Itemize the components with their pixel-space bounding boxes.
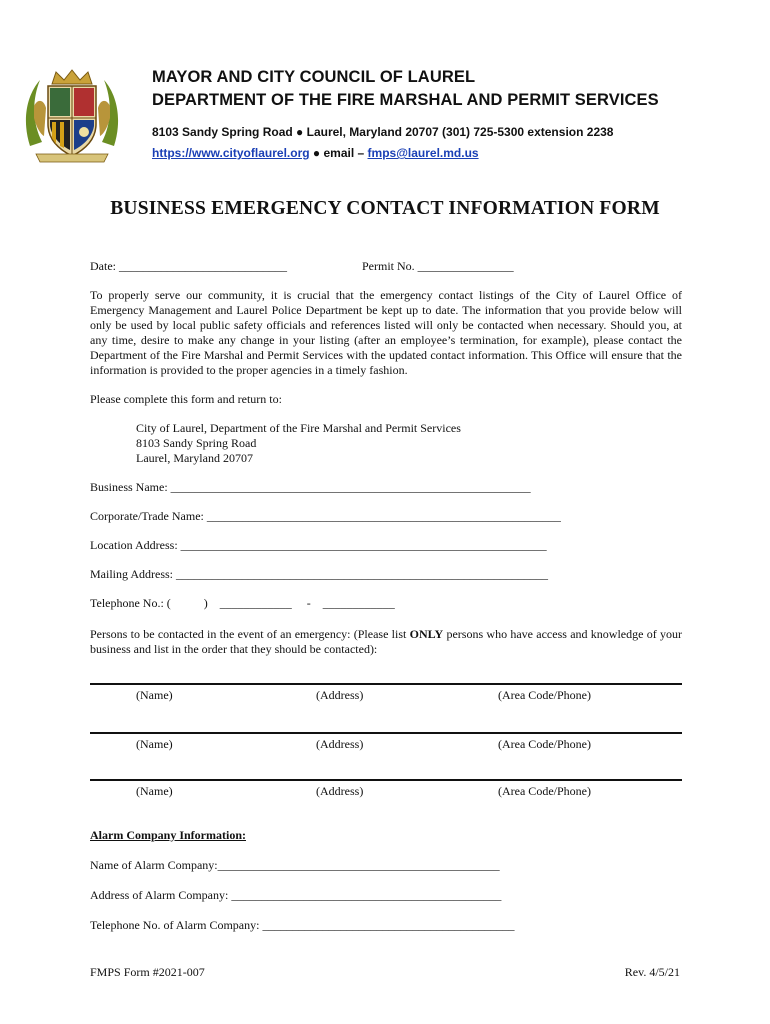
form-title: BUSINESS EMERGENCY CONTACT INFORMATION FORM <box>110 198 660 219</box>
revision-date: Rev. 4/5/21 <box>624 965 680 979</box>
contact-3-line[interactable] <box>90 779 682 781</box>
city-seal-logo <box>22 66 122 164</box>
website-link[interactable]: https://www.cityoflaurel.org <box>152 146 310 160</box>
mailing-address-field[interactable]: Mailing Address: ______________________________________________________________ <box>90 567 548 581</box>
date-field[interactable]: Date: ____________________________ <box>90 259 287 273</box>
intro-paragraph: To properly serve our community, it is crucial that the emergency contact listings of the City of Laurel Office of Emergency Management and Laurel Police Department be kept up to date. The information that you provide below will only be used by local public safety officials and references listed will only be contacted when necessary. Should you, at any time, desire to make any change in your listing (after an employee’s termination, for example), please contact the Department of the Fire Marshal and Permit Services with the updated contact information. This Office will ensure that the information is provided to the proper agencies in a timely fashion. <box>90 288 682 377</box>
contact-2-line[interactable] <box>90 732 682 734</box>
business-name-field[interactable]: Business Name: ____________________________________________________________ <box>90 480 531 494</box>
alarm-company-heading: Alarm Company Information: <box>90 828 246 842</box>
contact-1-address-label: (Address) <box>316 688 364 702</box>
contact-1-line[interactable] <box>90 683 682 685</box>
alarm-company-name-field[interactable]: Name of Alarm Company:_______________________________________________ <box>90 858 500 872</box>
contacts-instruction-post: persons who have access and knowledge of your business and list in the order that they should be contacted): <box>90 627 682 656</box>
contact-1-name-label: (Name) <box>136 688 173 702</box>
telephone-field[interactable]: Telephone No.: ( ) ____________ - ____________ <box>90 596 395 610</box>
contact-3-address-label: (Address) <box>316 784 364 798</box>
department-address: 8103 Sandy Spring Road ● Laurel, Maryland 20707 (301) 725-5300 extension 2238 <box>152 125 614 139</box>
contact-2-phone-label: (Area Code/Phone) <box>498 737 591 751</box>
return-address-line-2: 8103 Sandy Spring Road <box>136 436 257 450</box>
department-name: DEPARTMENT OF THE FIRE MARSHAL AND PERMIT SERVICES <box>152 91 659 109</box>
contact-links <box>152 146 479 160</box>
email-link[interactable]: fmps@laurel.md.us <box>367 146 479 160</box>
contact-1-phone-label: (Area Code/Phone) <box>498 688 591 702</box>
contacts-instruction-pre: Persons to be contacted in the event of an emergency: (Please list <box>90 627 410 641</box>
return-address-line-1: City of Laurel, Department of the Fire Marshal and Permit Services <box>136 421 461 435</box>
location-address-field[interactable]: Location Address: _____________________________________________________________ <box>90 538 547 552</box>
return-address-line-3: Laurel, Maryland 20707 <box>136 451 253 465</box>
contacts-instruction <box>90 627 682 657</box>
email-prefix: ● email – <box>309 146 368 160</box>
contact-2-name-label: (Name) <box>136 737 173 751</box>
alarm-company-phone-field[interactable]: Telephone No. of Alarm Company: __________________________________________ <box>90 918 515 932</box>
permit-number-field[interactable]: Permit No. ________________ <box>362 259 514 273</box>
return-instruction: Please complete this form and return to: <box>90 392 282 406</box>
contact-2-address-label: (Address) <box>316 737 364 751</box>
contacts-instruction-emphasis: ONLY <box>409 627 444 641</box>
corporate-name-field[interactable]: Corporate/Trade Name: ___________________________________________________________ <box>90 509 561 523</box>
organization-name: MAYOR AND CITY COUNCIL OF LAUREL <box>152 68 476 86</box>
contact-3-phone-label: (Area Code/Phone) <box>498 784 591 798</box>
form-number: FMPS Form #2021-007 <box>90 965 205 979</box>
alarm-company-address-field[interactable]: Address of Alarm Company: _____________________________________________ <box>90 888 502 902</box>
contact-3-name-label: (Name) <box>136 784 173 798</box>
